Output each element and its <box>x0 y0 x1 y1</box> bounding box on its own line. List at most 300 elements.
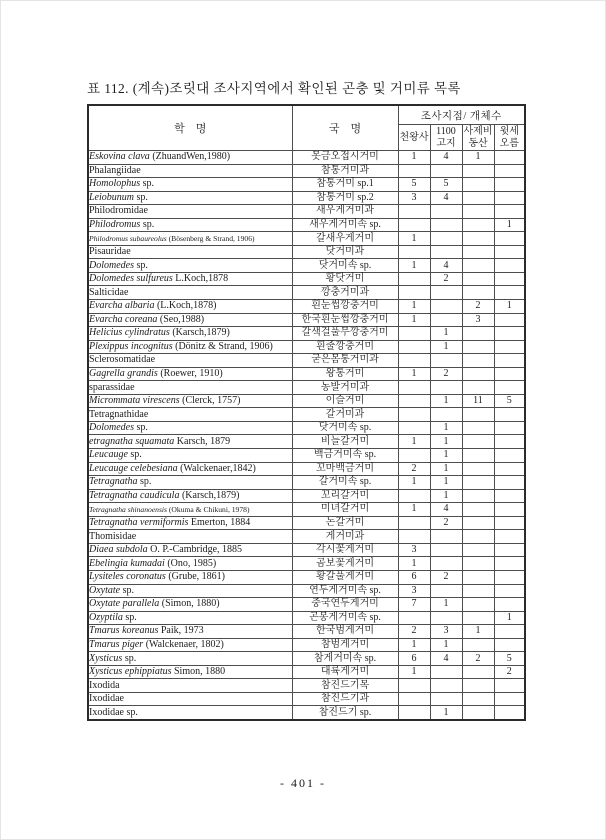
count-cell: 1 <box>398 435 430 449</box>
korean-name-cell: 미녀갈거미 <box>292 503 398 517</box>
table-row <box>88 218 525 232</box>
korean-name-cell: 갈거미속 sp. <box>292 476 398 490</box>
count-cell <box>398 354 430 368</box>
table-row <box>88 191 525 205</box>
count-cell <box>430 557 462 571</box>
header-korean-name: 국 명 <box>292 105 398 151</box>
count-cell <box>398 394 430 408</box>
header-sites-group: 조사지점/ 개체수 <box>398 105 525 125</box>
count-cell: 1 <box>398 665 430 679</box>
table-row <box>88 449 525 463</box>
korean-name-cell: 새우게거미과 <box>292 205 398 219</box>
korean-name-cell: 한국범게거미 <box>292 625 398 639</box>
korean-name-cell: 꼬마백금거미 <box>292 462 398 476</box>
korean-name-cell: 갈색걸풀무깡충거미 <box>292 327 398 341</box>
header-site-cheonwangsa <box>398 125 430 151</box>
count-cell <box>494 557 525 571</box>
korean-name-cell: 참진드기과 <box>292 692 398 706</box>
scientific-name-cell: Ixodidae sp. <box>88 706 292 720</box>
korean-name-cell: 게거미과 <box>292 530 398 544</box>
count-cell: 7 <box>398 598 430 612</box>
count-cell: 1 <box>398 232 430 246</box>
table-row <box>88 638 525 652</box>
table-row <box>88 625 525 639</box>
count-cell <box>430 164 462 178</box>
table-row <box>88 503 525 517</box>
table-header <box>88 105 525 151</box>
count-cell <box>398 381 430 395</box>
count-cell: 1 <box>398 367 430 381</box>
scientific-name-cell: Pisauridae <box>88 245 292 259</box>
count-cell: 1 <box>462 625 494 639</box>
count-cell: 1 <box>398 151 430 165</box>
count-cell: 5 <box>494 394 525 408</box>
korean-name-cell: 굳은몸통거미과 <box>292 354 398 368</box>
count-cell <box>430 692 462 706</box>
count-cell: 3 <box>398 584 430 598</box>
count-cell: 6 <box>398 570 430 584</box>
count-cell: 5 <box>494 652 525 666</box>
table-row <box>88 313 525 327</box>
count-cell <box>494 543 525 557</box>
count-cell: 1 <box>430 449 462 463</box>
count-cell <box>462 232 494 246</box>
count-cell <box>430 584 462 598</box>
table-row <box>88 205 525 219</box>
table-row <box>88 272 525 286</box>
scientific-name-cell: Leucauge sp. <box>88 449 292 463</box>
scientific-name-cell: Leucauge celebesiana (Walckenaer,1842) <box>88 462 292 476</box>
scientific-name-cell: Tetragnatha sp. <box>88 476 292 490</box>
count-cell <box>494 706 525 720</box>
table-row <box>88 530 525 544</box>
count-cell <box>398 340 430 354</box>
scientific-name-cell: Evarcha albaria (L.Koch,1878) <box>88 300 292 314</box>
table-row <box>88 394 525 408</box>
table-row <box>88 354 525 368</box>
scientific-name-cell: Diaea subdola O. P.-Cambridge, 1885 <box>88 543 292 557</box>
scientific-name-cell: Tmarus koreanus Paik, 1973 <box>88 625 292 639</box>
table-row <box>88 300 525 314</box>
scientific-name-cell: Ebelingia kumadai (Ono, 1985) <box>88 557 292 571</box>
count-cell <box>430 245 462 259</box>
count-cell <box>430 232 462 246</box>
scientific-name-cell: etragnatha squamata Karsch, 1879 <box>88 435 292 449</box>
count-cell: 1 <box>430 638 462 652</box>
count-cell: 1 <box>494 611 525 625</box>
header-scientific-name: 학 명 <box>88 105 292 151</box>
korean-name-cell: 흰눈썹깡충거미 <box>292 300 398 314</box>
table-row <box>88 381 525 395</box>
table-row <box>88 584 525 598</box>
count-cell: 1 <box>430 598 462 612</box>
korean-name-cell: 황닷거미 <box>292 272 398 286</box>
count-cell: 2 <box>430 516 462 530</box>
count-cell <box>462 530 494 544</box>
count-cell: 5 <box>398 178 430 192</box>
count-cell <box>494 570 525 584</box>
count-cell: 1 <box>462 151 494 165</box>
count-cell: 1 <box>398 557 430 571</box>
count-cell: 4 <box>430 503 462 517</box>
scientific-name-cell: Leiobunum sp. <box>88 191 292 205</box>
count-cell <box>398 286 430 300</box>
count-cell: 3 <box>398 543 430 557</box>
scientific-name-cell: Dolomedes sp. <box>88 421 292 435</box>
count-cell: 6 <box>398 652 430 666</box>
korean-name-cell: 중국연두게거미 <box>292 598 398 612</box>
count-cell <box>494 205 525 219</box>
count-cell <box>494 286 525 300</box>
count-cell: 1 <box>398 476 430 490</box>
count-cell <box>494 598 525 612</box>
count-cell <box>462 503 494 517</box>
count-cell <box>462 259 494 273</box>
table-row <box>88 611 525 625</box>
site-label-line: 1100 <box>436 126 456 137</box>
count-cell: 5 <box>430 178 462 192</box>
count-cell <box>494 245 525 259</box>
korean-name-cell: 닷거미속 sp. <box>292 421 398 435</box>
scientific-name-cell: Dolomedes sp. <box>88 259 292 273</box>
korean-name-cell: 비늘갈거미 <box>292 435 398 449</box>
site-label-line: 동산 <box>468 137 488 149</box>
count-cell: 1 <box>430 462 462 476</box>
count-cell <box>494 178 525 192</box>
table-row <box>88 570 525 584</box>
count-cell: 3 <box>398 191 430 205</box>
scientific-name-cell: Tetragnatha caudicula (Karsch,1879) <box>88 489 292 503</box>
table-row <box>88 259 525 273</box>
table-row <box>88 462 525 476</box>
table-row <box>88 151 525 165</box>
header-site-sajebi-dongsan <box>462 125 494 151</box>
count-cell: 4 <box>430 652 462 666</box>
count-cell <box>462 611 494 625</box>
count-cell <box>462 638 494 652</box>
table-row <box>88 178 525 192</box>
table-row <box>88 516 525 530</box>
korean-name-cell: 이슬거미 <box>292 394 398 408</box>
count-cell <box>398 489 430 503</box>
count-cell <box>494 151 525 165</box>
count-cell: 1 <box>430 340 462 354</box>
scientific-name-cell: Philodromidae <box>88 205 292 219</box>
scientific-name-cell: Ixodida <box>88 679 292 693</box>
count-cell <box>494 354 525 368</box>
header-site-1100goji <box>430 125 462 151</box>
species-table <box>87 104 526 721</box>
table-row <box>88 340 525 354</box>
count-cell <box>462 679 494 693</box>
count-cell: 1 <box>430 476 462 490</box>
count-cell <box>430 543 462 557</box>
count-cell <box>430 530 462 544</box>
table-row <box>88 706 525 720</box>
count-cell <box>462 164 494 178</box>
scientific-name-cell: Plexippus incognitus (Dönitz & Strand, 1906) <box>88 340 292 354</box>
scientific-name-cell: Oxytate sp. <box>88 584 292 598</box>
count-cell: 1 <box>494 218 525 232</box>
count-cell <box>430 300 462 314</box>
count-cell <box>494 191 525 205</box>
count-cell <box>462 584 494 598</box>
scientific-name-cell: sparassidae <box>88 381 292 395</box>
korean-name-cell: 농발거미과 <box>292 381 398 395</box>
count-cell <box>494 584 525 598</box>
site-label-line: 사제비 <box>463 126 493 137</box>
count-cell <box>494 340 525 354</box>
korean-name-cell: 곤봉게거미속 sp. <box>292 611 398 625</box>
count-cell: 1 <box>430 489 462 503</box>
count-cell <box>494 638 525 652</box>
table-row <box>88 692 525 706</box>
korean-name-cell: 각시꽃게거미 <box>292 543 398 557</box>
count-cell <box>462 476 494 490</box>
korean-name-cell: 참범게거미 <box>292 638 398 652</box>
count-cell <box>462 462 494 476</box>
count-cell <box>398 679 430 693</box>
korean-name-cell: 한국흰눈썹깡충거미 <box>292 313 398 327</box>
scientific-name-cell: Tetragnatha shinanoensis (Okuma & Chikuni, 1978) <box>88 503 292 517</box>
table-row <box>88 543 525 557</box>
table-row <box>88 164 525 178</box>
count-cell <box>398 516 430 530</box>
table-caption: 표 112. (계속)조릿대 조사지역에서 확인된 곤충 및 거미류 목록 <box>87 81 461 96</box>
count-cell: 1 <box>430 706 462 720</box>
table-row <box>88 679 525 693</box>
table-row <box>88 286 525 300</box>
count-cell: 1 <box>494 300 525 314</box>
count-cell <box>494 503 525 517</box>
count-cell <box>494 232 525 246</box>
count-cell <box>430 286 462 300</box>
count-cell <box>494 476 525 490</box>
count-cell: 2 <box>398 462 430 476</box>
count-cell: 1 <box>398 313 430 327</box>
count-cell <box>494 272 525 286</box>
scientific-name-cell: Dolomedes sulfureus L.Koch,1878 <box>88 272 292 286</box>
count-cell <box>430 679 462 693</box>
count-cell <box>462 218 494 232</box>
scientific-name-cell: Philodromus subaureolus (Bösenberg & Strand, 1906) <box>88 232 292 246</box>
count-cell <box>430 665 462 679</box>
count-cell <box>462 367 494 381</box>
korean-name-cell: 참통거미 sp.2 <box>292 191 398 205</box>
table-row <box>88 408 525 422</box>
korean-name-cell: 새우게거미속 sp. <box>292 218 398 232</box>
count-cell <box>398 421 430 435</box>
count-cell <box>494 327 525 341</box>
count-cell <box>398 692 430 706</box>
count-cell: 2 <box>462 652 494 666</box>
count-cell <box>462 489 494 503</box>
page-number: - 401 - <box>280 776 326 790</box>
korean-name-cell: 연두게거미속 sp. <box>292 584 398 598</box>
count-cell <box>462 557 494 571</box>
site-label-line: 천왕사 <box>399 131 429 143</box>
scientific-name-cell: Xysticus sp. <box>88 652 292 666</box>
korean-name-cell: 참통거미과 <box>292 164 398 178</box>
scientific-name-cell: Sclerosomatidae <box>88 354 292 368</box>
count-cell <box>494 489 525 503</box>
count-cell: 2 <box>430 272 462 286</box>
count-cell: 3 <box>430 625 462 639</box>
site-label-line: 오름 <box>499 137 519 149</box>
count-cell <box>494 408 525 422</box>
scientific-name-cell: Xysticus ephippiatus Simon, 1880 <box>88 665 292 679</box>
scientific-name-cell: Oxytate parallela (Simon, 1880) <box>88 598 292 612</box>
korean-name-cell: 백금거미속 sp. <box>292 449 398 463</box>
count-cell <box>494 679 525 693</box>
scientific-name-cell: Ixodidae <box>88 692 292 706</box>
count-cell <box>462 205 494 219</box>
scientific-name-cell: Micrommata virescens (Clerck, 1757) <box>88 394 292 408</box>
korean-name-cell: 흰줄깡충거미 <box>292 340 398 354</box>
count-cell: 1 <box>398 638 430 652</box>
count-cell <box>430 408 462 422</box>
count-cell <box>398 272 430 286</box>
scientific-name-cell: Philodromus sp. <box>88 218 292 232</box>
count-cell <box>494 435 525 449</box>
scientific-name-cell: Eskovina clava (ZhuandWen,1980) <box>88 151 292 165</box>
korean-name-cell: 참통거미 sp.1 <box>292 178 398 192</box>
count-cell <box>398 327 430 341</box>
count-cell <box>462 286 494 300</box>
count-cell <box>462 272 494 286</box>
count-cell <box>494 530 525 544</box>
count-cell <box>494 516 525 530</box>
korean-name-cell: 왕통거미 <box>292 367 398 381</box>
count-cell <box>398 706 430 720</box>
count-cell <box>398 449 430 463</box>
scientific-name-cell: Lysiteles coronatus (Grube, 1861) <box>88 570 292 584</box>
table-row <box>88 232 525 246</box>
korean-name-cell: 황갈풀게거미 <box>292 570 398 584</box>
count-cell <box>430 611 462 625</box>
count-cell: 4 <box>430 259 462 273</box>
count-cell: 3 <box>462 313 494 327</box>
count-cell <box>494 313 525 327</box>
count-cell <box>462 449 494 463</box>
table-row <box>88 421 525 435</box>
korean-name-cell: 닷거미과 <box>292 245 398 259</box>
count-cell <box>494 692 525 706</box>
count-cell <box>462 178 494 192</box>
count-cell <box>462 706 494 720</box>
count-cell <box>462 692 494 706</box>
table-row <box>88 652 525 666</box>
count-cell <box>462 435 494 449</box>
count-cell: 4 <box>430 151 462 165</box>
count-cell: 2 <box>494 665 525 679</box>
count-cell <box>462 516 494 530</box>
count-cell: 4 <box>430 191 462 205</box>
korean-name-cell: 논갈거미 <box>292 516 398 530</box>
site-label-line: 고지 <box>436 137 456 149</box>
count-cell <box>494 367 525 381</box>
count-cell <box>462 421 494 435</box>
count-cell <box>494 625 525 639</box>
count-cell <box>398 530 430 544</box>
header-site-witse-oreum <box>494 125 525 151</box>
count-cell: 1 <box>398 259 430 273</box>
count-cell <box>462 191 494 205</box>
count-cell <box>494 164 525 178</box>
scientific-name-cell: Salticidae <box>88 286 292 300</box>
count-cell: 1 <box>430 421 462 435</box>
table-row <box>88 598 525 612</box>
scientific-name-cell: Tmarus piger (Walckenaer, 1802) <box>88 638 292 652</box>
count-cell <box>462 408 494 422</box>
table-row <box>88 489 525 503</box>
korean-name-cell: 참진드기 sp. <box>292 706 398 720</box>
count-cell <box>430 218 462 232</box>
count-cell <box>398 408 430 422</box>
count-cell <box>462 340 494 354</box>
korean-name-cell: 깡충거미과 <box>292 286 398 300</box>
count-cell <box>398 611 430 625</box>
scientific-name-cell: Helicius cylindratus (Karsch,1879) <box>88 327 292 341</box>
count-cell <box>462 598 494 612</box>
scientific-name-cell: Homolophus sp. <box>88 178 292 192</box>
count-cell <box>462 327 494 341</box>
count-cell: 2 <box>430 570 462 584</box>
count-cell <box>430 381 462 395</box>
count-cell <box>462 570 494 584</box>
korean-name-cell: 대륙게거미 <box>292 665 398 679</box>
count-cell <box>462 543 494 557</box>
korean-name-cell: 갈새우게거미 <box>292 232 398 246</box>
site-label-line: 윗세 <box>499 126 519 137</box>
count-cell <box>430 354 462 368</box>
scientific-name-cell: Tetragnatha vermiformis Emerton, 1884 <box>88 516 292 530</box>
count-cell <box>398 218 430 232</box>
korean-name-cell: 참진드기목 <box>292 679 398 693</box>
count-cell: 1 <box>430 327 462 341</box>
count-cell <box>462 354 494 368</box>
scientific-name-cell: Gagrella grandis (Roewer, 1910) <box>88 367 292 381</box>
scientific-name-cell: Thomisidae <box>88 530 292 544</box>
count-cell: 11 <box>462 394 494 408</box>
count-cell <box>494 381 525 395</box>
korean-name-cell: 곰보꽃게거미 <box>292 557 398 571</box>
count-cell <box>494 259 525 273</box>
scientific-name-cell: Tetragnathidae <box>88 408 292 422</box>
table-body <box>88 151 525 720</box>
scientific-name-cell: Ozyptila sp. <box>88 611 292 625</box>
scientific-name-cell: Evarcha coreana (Seo,1988) <box>88 313 292 327</box>
count-cell <box>462 665 494 679</box>
korean-name-cell: 꼬리갈거미 <box>292 489 398 503</box>
count-cell: 2 <box>430 367 462 381</box>
count-cell <box>398 245 430 259</box>
count-cell: 1 <box>430 394 462 408</box>
count-cell <box>494 462 525 476</box>
korean-name-cell: 갈거미과 <box>292 408 398 422</box>
count-cell: 2 <box>398 625 430 639</box>
table-row <box>88 435 525 449</box>
table-row <box>88 476 525 490</box>
count-cell <box>430 313 462 327</box>
korean-name-cell: 참게거미속 sp. <box>292 652 398 666</box>
count-cell <box>462 245 494 259</box>
scientific-name-cell: Phalangiidae <box>88 164 292 178</box>
count-cell: 1 <box>430 435 462 449</box>
table-row <box>88 245 525 259</box>
count-cell: 1 <box>398 300 430 314</box>
count-cell <box>462 381 494 395</box>
